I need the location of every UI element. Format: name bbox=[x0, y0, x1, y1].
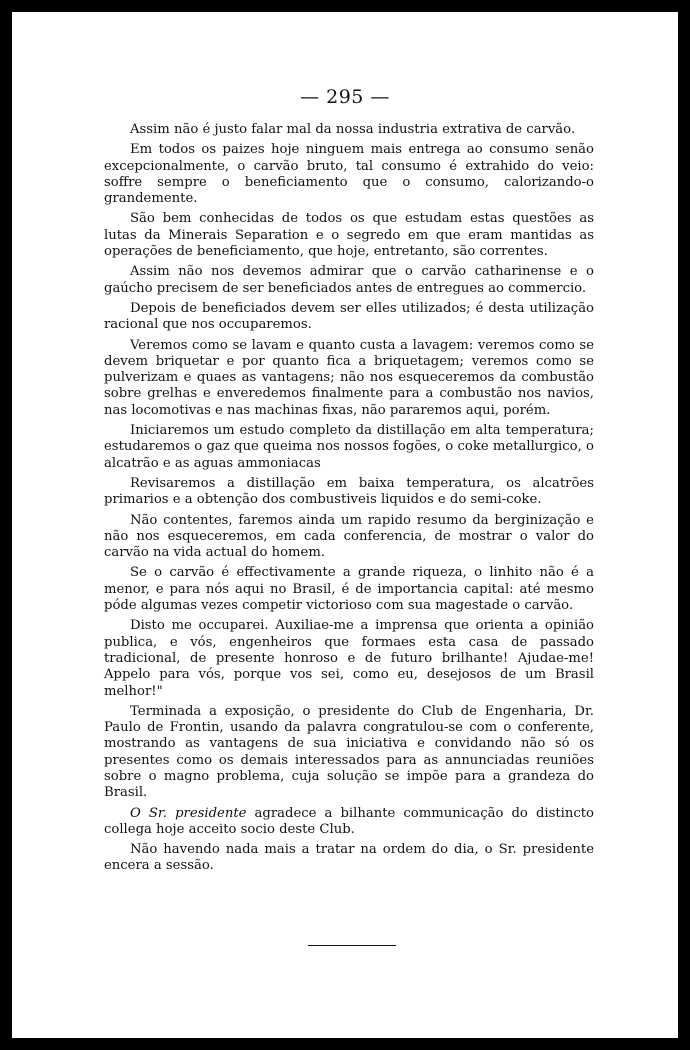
document-page bbox=[12, 12, 678, 1038]
paragraph: Disto me occuparei. Auxiliae-me a imprensa que orienta a opinião publica, e vós, engenheiros que formaes esta casa de passado tradicional, de presente honroso e de futuro brilhante! Ajudae-me! Appelo para vós, porque vos sei, como eu, desejosos de um Brasil melhor!" bbox=[104, 618, 594, 699]
paragraph: Terminada a exposição, o presidente do Club de Engenharia, Dr. Paulo de Frontin, usando da palavra congratulou-se com o conferente, mostrando as vantagens de sua iniciativa e convidando não só os presentes como os demais interessados para as annunciadas reuniões sobre o magno problema, cuja solução se impõe para a grandeza do Brasil. bbox=[104, 703, 594, 801]
paragraph: São bem conhecidas de todos os que estudam estas questões as lutas da Minerais Separation e o segredo em que eram mantidas as operações de beneficiamento, que hoje, entretanto, são correntes. bbox=[104, 211, 594, 260]
page-number: — 295 — bbox=[300, 86, 390, 108]
paragraph: Assim não nos devemos admirar que o carvão catharinense e o gaúcho precisem de ser beneficiados antes de entregues ao commercio. bbox=[104, 264, 594, 296]
body-text bbox=[104, 122, 594, 879]
footer-rule bbox=[308, 945, 396, 946]
presidente-rest: agradece a bilhante communicação do distincto collega hoje acceito socio deste Club. bbox=[104, 805, 595, 837]
paragraph: Revisaremos a distillação em baixa temperatura, os alcatrões primarios e a obtenção dos combustiveis liquidos e do semi-coke. bbox=[104, 475, 594, 508]
paragraph: Veremos como se lavam e quanto custa a lavagem: veremos como se devem briquetar e por quanto fica a briquetagem; veremos como se pulverizam e quaes as vantagens; não nos esqueceremos da combustão sobre grelhas e enveredemos finalmente para a combustão nos navios, nas locomotivas e nas machinas fixas, não pararemos aqui, porém. bbox=[104, 337, 594, 418]
closing-paragraph: Não havendo nada mais a tratar na ordem do dia, o Sr. presidente encera a sessão. bbox=[104, 842, 594, 874]
paragraph: Iniciaremos um estudo completo da distillação em alta temperatura; estudaremos o gaz que queima nos nossos fogões, o coke metallurgico, o alcatrão e as aguas ammoniacas bbox=[104, 423, 594, 471]
presidente-paragraph bbox=[104, 806, 594, 839]
paragraph: Não contentes, faremos ainda um rapido resumo da berginização e não nos esqueceremos, em cada conferencia, de mostrar o valor do carvão na vida actual do homem. bbox=[104, 512, 594, 561]
paragraph: Assim não é justo falar mal da nossa industria extrativa de carvão. bbox=[130, 122, 576, 137]
presidente-lead: O Sr. presidente bbox=[130, 805, 247, 821]
paragraph: Em todos os paizes hoje ninguem mais entrega ao consumo senão excepcionalmente, o carvão bruto, tal consumo é extrahido do veio: soffre sempre o beneficiamento que o consumo, calorizando-o grandemente. bbox=[104, 142, 594, 207]
paragraph: Se o carvão é effectivamente a grande riqueza, o linhito não é a menor, e para nós aqui no Brasil, é de importancia capital: até mesmo póde algumas vezes competir victorioso com sua magestade o carvão. bbox=[104, 565, 594, 614]
paragraph: Depois de beneficiados devem ser elles utilizados; é desta utilização racional que nos occuparemos. bbox=[104, 300, 594, 333]
